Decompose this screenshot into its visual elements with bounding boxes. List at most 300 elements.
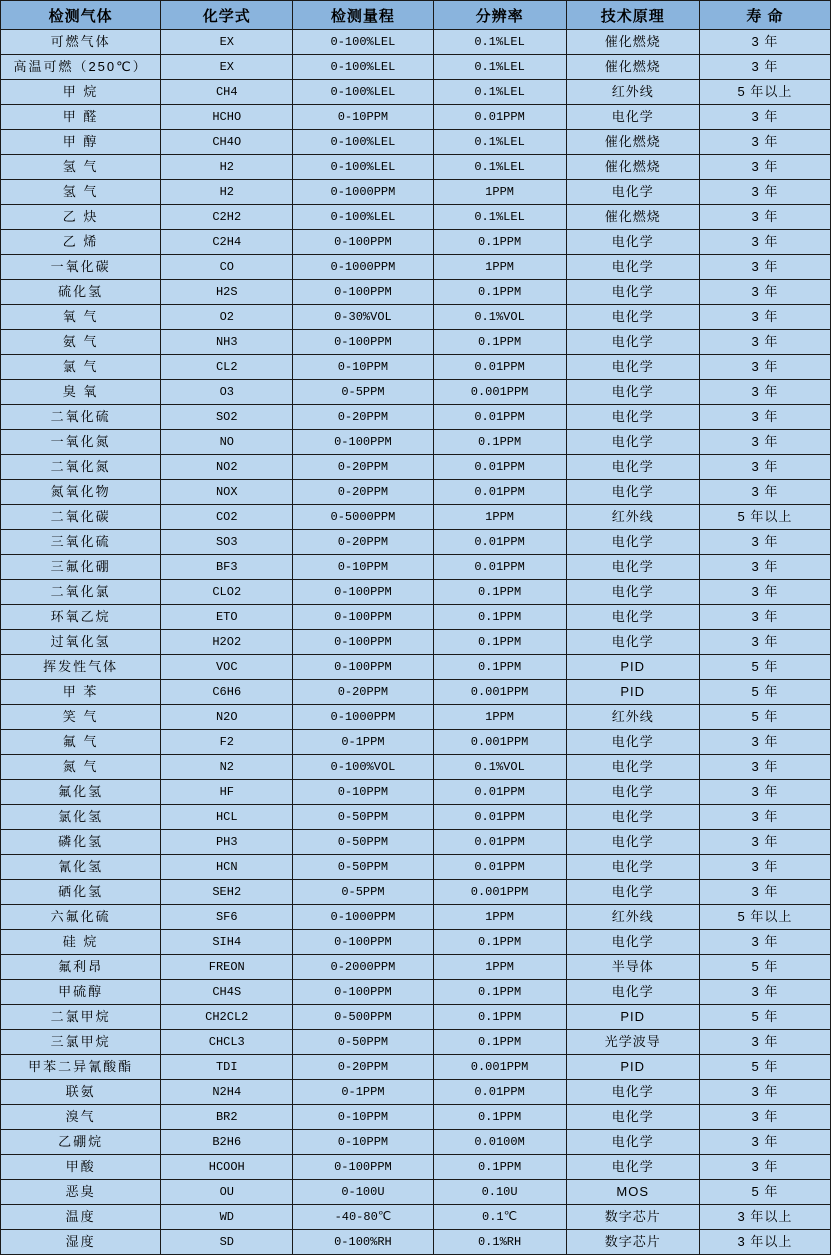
- cell-formula: HCOOH: [161, 1155, 293, 1180]
- cell-formula: TDI: [161, 1055, 293, 1080]
- cell-principle: 电化学: [566, 380, 699, 405]
- cell-gas-name: 氢 气: [1, 180, 161, 205]
- cell-principle: PID: [566, 1005, 699, 1030]
- cell-range: 0-10PPM: [293, 780, 433, 805]
- cell-principle: 电化学: [566, 755, 699, 780]
- cell-resolution: 0.01PPM: [433, 480, 566, 505]
- cell-gas-name: 一氧化碳: [1, 255, 161, 280]
- table-row: [1, 955, 831, 980]
- table-row: [1, 830, 831, 855]
- table-row: [1, 505, 831, 530]
- cell-formula: C2H4: [161, 230, 293, 255]
- table-row: [1, 330, 831, 355]
- cell-range: 0-100PPM: [293, 580, 433, 605]
- cell-gas-name: 六氟化硫: [1, 905, 161, 930]
- cell-range: 0-100PPM: [293, 980, 433, 1005]
- table-body: [1, 30, 831, 1255]
- cell-range: 0-100PPM: [293, 655, 433, 680]
- cell-resolution: 1PPM: [433, 255, 566, 280]
- table-row: [1, 730, 831, 755]
- cell-principle: 红外线: [566, 505, 699, 530]
- cell-gas-name: 氯化氢: [1, 805, 161, 830]
- cell-resolution: 1PPM: [433, 705, 566, 730]
- cell-principle: 电化学: [566, 980, 699, 1005]
- cell-range: 0-20PPM: [293, 1055, 433, 1080]
- cell-formula: SO2: [161, 405, 293, 430]
- cell-resolution: 0.01PPM: [433, 405, 566, 430]
- cell-formula: H2O2: [161, 630, 293, 655]
- cell-lifespan: 3 年: [699, 930, 830, 955]
- cell-resolution: 0.1%VOL: [433, 305, 566, 330]
- column-header-gas-name: 检测气体: [1, 1, 161, 30]
- cell-resolution: 0.01PPM: [433, 455, 566, 480]
- cell-gas-name: 温度: [1, 1205, 161, 1230]
- cell-gas-name: 硅 烷: [1, 930, 161, 955]
- table-row: [1, 1205, 831, 1230]
- column-header-range: 检测量程: [293, 1, 433, 30]
- cell-lifespan: 3 年以上: [699, 1230, 830, 1255]
- cell-resolution: 0.1%LEL: [433, 55, 566, 80]
- cell-formula: ETO: [161, 605, 293, 630]
- cell-range: 0-10PPM: [293, 355, 433, 380]
- cell-formula: WD: [161, 1205, 293, 1230]
- cell-gas-name: 臭 氧: [1, 380, 161, 405]
- cell-resolution: 0.1PPM: [433, 1030, 566, 1055]
- cell-resolution: 1PPM: [433, 955, 566, 980]
- cell-lifespan: 3 年: [699, 30, 830, 55]
- cell-gas-name: 二氧化氮: [1, 455, 161, 480]
- cell-formula: EX: [161, 55, 293, 80]
- cell-range: 0-20PPM: [293, 405, 433, 430]
- table-row: [1, 455, 831, 480]
- cell-lifespan: 3 年: [699, 330, 830, 355]
- cell-range: 0-10PPM: [293, 1130, 433, 1155]
- cell-resolution: 0.01PPM: [433, 105, 566, 130]
- cell-principle: 电化学: [566, 605, 699, 630]
- table-row: [1, 230, 831, 255]
- cell-principle: 红外线: [566, 905, 699, 930]
- cell-lifespan: 3 年: [699, 1155, 830, 1180]
- cell-range: 0-100PPM: [293, 930, 433, 955]
- table-row: [1, 430, 831, 455]
- cell-gas-name: 甲硫醇: [1, 980, 161, 1005]
- cell-resolution: 0.1%LEL: [433, 130, 566, 155]
- cell-lifespan: 3 年: [699, 805, 830, 830]
- cell-lifespan: 3 年: [699, 980, 830, 1005]
- cell-formula: NOX: [161, 480, 293, 505]
- cell-principle: 电化学: [566, 930, 699, 955]
- cell-gas-name: 联氨: [1, 1080, 161, 1105]
- table-row: [1, 1080, 831, 1105]
- cell-lifespan: 5 年: [699, 705, 830, 730]
- table-row: [1, 655, 831, 680]
- cell-principle: 电化学: [566, 780, 699, 805]
- cell-range: 0-50PPM: [293, 830, 433, 855]
- cell-range: 0-100PPM: [293, 1155, 433, 1180]
- table-row: [1, 1030, 831, 1055]
- cell-lifespan: 3 年: [699, 1030, 830, 1055]
- cell-resolution: 0.01PPM: [433, 780, 566, 805]
- cell-lifespan: 5 年: [699, 1055, 830, 1080]
- cell-gas-name: 氟 气: [1, 730, 161, 755]
- cell-lifespan: 5 年: [699, 655, 830, 680]
- cell-lifespan: 3 年: [699, 430, 830, 455]
- cell-formula: HF: [161, 780, 293, 805]
- cell-resolution: 0.1PPM: [433, 605, 566, 630]
- cell-formula: N2H4: [161, 1080, 293, 1105]
- cell-lifespan: 3 年: [699, 405, 830, 430]
- table-row: [1, 55, 831, 80]
- cell-gas-name: 甲 苯: [1, 680, 161, 705]
- cell-gas-name: 过氧化氢: [1, 630, 161, 655]
- cell-formula: N2: [161, 755, 293, 780]
- cell-resolution: 0.1PPM: [433, 280, 566, 305]
- cell-formula: C2H2: [161, 205, 293, 230]
- cell-resolution: 1PPM: [433, 180, 566, 205]
- cell-lifespan: 5 年: [699, 955, 830, 980]
- cell-principle: 电化学: [566, 580, 699, 605]
- cell-range: 0-1PPM: [293, 730, 433, 755]
- cell-gas-name: 甲 烷: [1, 80, 161, 105]
- cell-lifespan: 3 年: [699, 480, 830, 505]
- cell-range: 0-1000PPM: [293, 705, 433, 730]
- cell-resolution: 0.1PPM: [433, 230, 566, 255]
- cell-formula: F2: [161, 730, 293, 755]
- cell-gas-name: 甲苯二异氰酸酯: [1, 1055, 161, 1080]
- cell-gas-name: 笑 气: [1, 705, 161, 730]
- cell-resolution: 0.1%LEL: [433, 155, 566, 180]
- cell-principle: MOS: [566, 1180, 699, 1205]
- cell-principle: 光学波导: [566, 1030, 699, 1055]
- cell-resolution: 0.001PPM: [433, 1055, 566, 1080]
- cell-resolution: 0.0100M: [433, 1130, 566, 1155]
- table-row: [1, 1180, 831, 1205]
- cell-formula: BF3: [161, 555, 293, 580]
- cell-principle: 电化学: [566, 305, 699, 330]
- column-header-resolution: 分辨率: [433, 1, 566, 30]
- cell-gas-name: 硒化氢: [1, 880, 161, 905]
- cell-principle: PID: [566, 1055, 699, 1080]
- cell-range: 0-100PPM: [293, 630, 433, 655]
- table-row: [1, 1230, 831, 1255]
- cell-formula: SD: [161, 1230, 293, 1255]
- cell-resolution: 0.01PPM: [433, 555, 566, 580]
- cell-resolution: 1PPM: [433, 905, 566, 930]
- cell-principle: 数字芯片: [566, 1230, 699, 1255]
- cell-gas-name: 三氯甲烷: [1, 1030, 161, 1055]
- cell-gas-name: 乙硼烷: [1, 1130, 161, 1155]
- cell-formula: SIH4: [161, 930, 293, 955]
- cell-lifespan: 5 年以上: [699, 905, 830, 930]
- cell-gas-name: 溴气: [1, 1105, 161, 1130]
- cell-formula: CH4S: [161, 980, 293, 1005]
- cell-lifespan: 3 年: [699, 1130, 830, 1155]
- cell-formula: SF6: [161, 905, 293, 930]
- cell-gas-name: 一氧化氮: [1, 430, 161, 455]
- table-row: [1, 880, 831, 905]
- cell-lifespan: 3 年: [699, 880, 830, 905]
- cell-formula: CH4O: [161, 130, 293, 155]
- cell-gas-name: 磷化氢: [1, 830, 161, 855]
- cell-formula: NO: [161, 430, 293, 455]
- cell-formula: HCL: [161, 805, 293, 830]
- table-row: [1, 480, 831, 505]
- cell-range: 0-5PPM: [293, 880, 433, 905]
- cell-lifespan: 3 年: [699, 830, 830, 855]
- cell-principle: 电化学: [566, 530, 699, 555]
- cell-resolution: 0.1PPM: [433, 430, 566, 455]
- cell-range: 0-100%LEL: [293, 30, 433, 55]
- cell-resolution: 0.1%LEL: [433, 30, 566, 55]
- table-row: [1, 80, 831, 105]
- table-header: [1, 1, 831, 30]
- cell-principle: 催化燃烧: [566, 55, 699, 80]
- table-row: [1, 1005, 831, 1030]
- cell-lifespan: 3 年: [699, 1080, 830, 1105]
- cell-lifespan: 3 年: [699, 155, 830, 180]
- cell-principle: 催化燃烧: [566, 130, 699, 155]
- cell-lifespan: 3 年: [699, 230, 830, 255]
- cell-gas-name: 可燃气体: [1, 30, 161, 55]
- cell-formula: PH3: [161, 830, 293, 855]
- cell-principle: 催化燃烧: [566, 155, 699, 180]
- cell-gas-name: 高温可燃（250℃）: [1, 55, 161, 80]
- table-row: [1, 130, 831, 155]
- cell-range: 0-20PPM: [293, 680, 433, 705]
- cell-lifespan: 3 年: [699, 555, 830, 580]
- column-header-principle: 技术原理: [566, 1, 699, 30]
- table-row: [1, 905, 831, 930]
- cell-resolution: 0.1PPM: [433, 1105, 566, 1130]
- cell-resolution: 0.01PPM: [433, 1080, 566, 1105]
- cell-resolution: 0.01PPM: [433, 355, 566, 380]
- cell-range: 0-100%LEL: [293, 80, 433, 105]
- cell-resolution: 0.001PPM: [433, 680, 566, 705]
- cell-resolution: 0.1%LEL: [433, 80, 566, 105]
- cell-gas-name: 三氧化硫: [1, 530, 161, 555]
- cell-resolution: 0.1PPM: [433, 580, 566, 605]
- cell-range: 0-100%VOL: [293, 755, 433, 780]
- cell-range: 0-100U: [293, 1180, 433, 1205]
- cell-formula: H2: [161, 180, 293, 205]
- cell-lifespan: 5 年以上: [699, 505, 830, 530]
- cell-lifespan: 3 年: [699, 130, 830, 155]
- cell-gas-name: 二氯甲烷: [1, 1005, 161, 1030]
- cell-lifespan: 3 年: [699, 455, 830, 480]
- cell-principle: 电化学: [566, 330, 699, 355]
- cell-formula: B2H6: [161, 1130, 293, 1155]
- cell-lifespan: 3 年: [699, 305, 830, 330]
- cell-principle: 电化学: [566, 855, 699, 880]
- cell-resolution: 0.1%LEL: [433, 205, 566, 230]
- cell-gas-name: 氮氧化物: [1, 480, 161, 505]
- cell-principle: 电化学: [566, 105, 699, 130]
- cell-lifespan: 3 年: [699, 780, 830, 805]
- table-row: [1, 930, 831, 955]
- cell-resolution: 0.1%RH: [433, 1230, 566, 1255]
- table-row: [1, 105, 831, 130]
- cell-resolution: 0.1%VOL: [433, 755, 566, 780]
- cell-principle: 电化学: [566, 255, 699, 280]
- cell-principle: 电化学: [566, 880, 699, 905]
- cell-range: 0-100PPM: [293, 230, 433, 255]
- cell-gas-name: 氟利昂: [1, 955, 161, 980]
- cell-principle: 电化学: [566, 180, 699, 205]
- table-row: [1, 180, 831, 205]
- cell-principle: 电化学: [566, 1105, 699, 1130]
- cell-lifespan: 3 年: [699, 280, 830, 305]
- cell-range: 0-10PPM: [293, 555, 433, 580]
- table-row: [1, 1055, 831, 1080]
- cell-formula: H2S: [161, 280, 293, 305]
- cell-resolution: 0.001PPM: [433, 730, 566, 755]
- cell-gas-name: 二氧化氯: [1, 580, 161, 605]
- cell-formula: VOC: [161, 655, 293, 680]
- cell-gas-name: 氰化氢: [1, 855, 161, 880]
- cell-formula: SO3: [161, 530, 293, 555]
- table-header-row: [1, 1, 831, 30]
- cell-lifespan: 3 年: [699, 380, 830, 405]
- cell-formula: CO2: [161, 505, 293, 530]
- cell-range: -40-80℃: [293, 1205, 433, 1230]
- cell-formula: CO: [161, 255, 293, 280]
- cell-range: 0-1000PPM: [293, 180, 433, 205]
- cell-principle: PID: [566, 655, 699, 680]
- cell-gas-name: 恶臭: [1, 1180, 161, 1205]
- cell-lifespan: 3 年: [699, 180, 830, 205]
- cell-resolution: 0.01PPM: [433, 530, 566, 555]
- cell-gas-name: 硫化氢: [1, 280, 161, 305]
- cell-range: 0-100%LEL: [293, 205, 433, 230]
- cell-formula: BR2: [161, 1105, 293, 1130]
- cell-resolution: 0.1PPM: [433, 930, 566, 955]
- cell-resolution: 0.01PPM: [433, 830, 566, 855]
- cell-principle: 电化学: [566, 230, 699, 255]
- cell-principle: 电化学: [566, 555, 699, 580]
- table-row: [1, 405, 831, 430]
- table-row: [1, 605, 831, 630]
- cell-principle: 红外线: [566, 80, 699, 105]
- cell-principle: 电化学: [566, 630, 699, 655]
- cell-range: 0-50PPM: [293, 855, 433, 880]
- cell-principle: PID: [566, 680, 699, 705]
- cell-gas-name: 氟化氢: [1, 780, 161, 805]
- table-row: [1, 530, 831, 555]
- table-row: [1, 805, 831, 830]
- cell-range: 0-500PPM: [293, 1005, 433, 1030]
- cell-resolution: 0.1PPM: [433, 980, 566, 1005]
- cell-formula: O2: [161, 305, 293, 330]
- cell-gas-name: 甲 醇: [1, 130, 161, 155]
- cell-formula: CHCL3: [161, 1030, 293, 1055]
- cell-lifespan: 3 年: [699, 605, 830, 630]
- cell-gas-name: 环氧乙烷: [1, 605, 161, 630]
- cell-principle: 电化学: [566, 830, 699, 855]
- cell-gas-name: 甲酸: [1, 1155, 161, 1180]
- cell-resolution: 0.1PPM: [433, 1005, 566, 1030]
- cell-principle: 电化学: [566, 455, 699, 480]
- cell-range: 0-1PPM: [293, 1080, 433, 1105]
- table-row: [1, 705, 831, 730]
- table-row: [1, 305, 831, 330]
- cell-resolution: 0.1℃: [433, 1205, 566, 1230]
- cell-resolution: 0.01PPM: [433, 855, 566, 880]
- cell-principle: 电化学: [566, 480, 699, 505]
- cell-range: 0-2000PPM: [293, 955, 433, 980]
- cell-formula: NO2: [161, 455, 293, 480]
- cell-lifespan: 3 年以上: [699, 1205, 830, 1230]
- cell-range: 0-20PPM: [293, 480, 433, 505]
- cell-range: 0-5000PPM: [293, 505, 433, 530]
- cell-lifespan: 3 年: [699, 730, 830, 755]
- table-row: [1, 630, 831, 655]
- cell-range: 0-50PPM: [293, 805, 433, 830]
- cell-range: 0-5PPM: [293, 380, 433, 405]
- table-row: [1, 1155, 831, 1180]
- cell-lifespan: 5 年: [699, 1180, 830, 1205]
- cell-range: 0-20PPM: [293, 530, 433, 555]
- cell-principle: 电化学: [566, 280, 699, 305]
- cell-range: 0-100%LEL: [293, 55, 433, 80]
- cell-gas-name: 甲 醛: [1, 105, 161, 130]
- cell-gas-name: 乙 炔: [1, 205, 161, 230]
- cell-formula: N2O: [161, 705, 293, 730]
- cell-resolution: 0.01PPM: [433, 805, 566, 830]
- cell-lifespan: 3 年: [699, 855, 830, 880]
- cell-gas-name: 氮 气: [1, 755, 161, 780]
- cell-gas-name: 二氧化硫: [1, 405, 161, 430]
- cell-principle: 电化学: [566, 730, 699, 755]
- cell-range: 0-10PPM: [293, 1105, 433, 1130]
- cell-range: 0-50PPM: [293, 1030, 433, 1055]
- cell-formula: O3: [161, 380, 293, 405]
- table-row: [1, 380, 831, 405]
- cell-range: 0-10PPM: [293, 105, 433, 130]
- table-row: [1, 580, 831, 605]
- cell-principle: 半导体: [566, 955, 699, 980]
- cell-range: 0-100PPM: [293, 605, 433, 630]
- cell-lifespan: 3 年: [699, 205, 830, 230]
- cell-formula: HCN: [161, 855, 293, 880]
- cell-lifespan: 3 年: [699, 580, 830, 605]
- table-row: [1, 255, 831, 280]
- table-row: [1, 205, 831, 230]
- cell-resolution: 0.1PPM: [433, 1155, 566, 1180]
- cell-range: 0-30%VOL: [293, 305, 433, 330]
- cell-resolution: 0.1PPM: [433, 330, 566, 355]
- cell-principle: 电化学: [566, 405, 699, 430]
- cell-formula: CH4: [161, 80, 293, 105]
- cell-principle: 电化学: [566, 1130, 699, 1155]
- table-row: [1, 980, 831, 1005]
- cell-lifespan: 3 年: [699, 1105, 830, 1130]
- cell-formula: NH3: [161, 330, 293, 355]
- cell-range: 0-100%LEL: [293, 130, 433, 155]
- cell-range: 0-100%LEL: [293, 155, 433, 180]
- cell-formula: EX: [161, 30, 293, 55]
- cell-range: 0-100PPM: [293, 430, 433, 455]
- table-row: [1, 1105, 831, 1130]
- cell-formula: OU: [161, 1180, 293, 1205]
- cell-resolution: 0.001PPM: [433, 880, 566, 905]
- cell-resolution: 1PPM: [433, 505, 566, 530]
- cell-principle: 电化学: [566, 355, 699, 380]
- cell-formula: HCHO: [161, 105, 293, 130]
- cell-gas-name: 乙 烯: [1, 230, 161, 255]
- cell-principle: 电化学: [566, 1155, 699, 1180]
- cell-resolution: 0.001PPM: [433, 380, 566, 405]
- table-row: [1, 780, 831, 805]
